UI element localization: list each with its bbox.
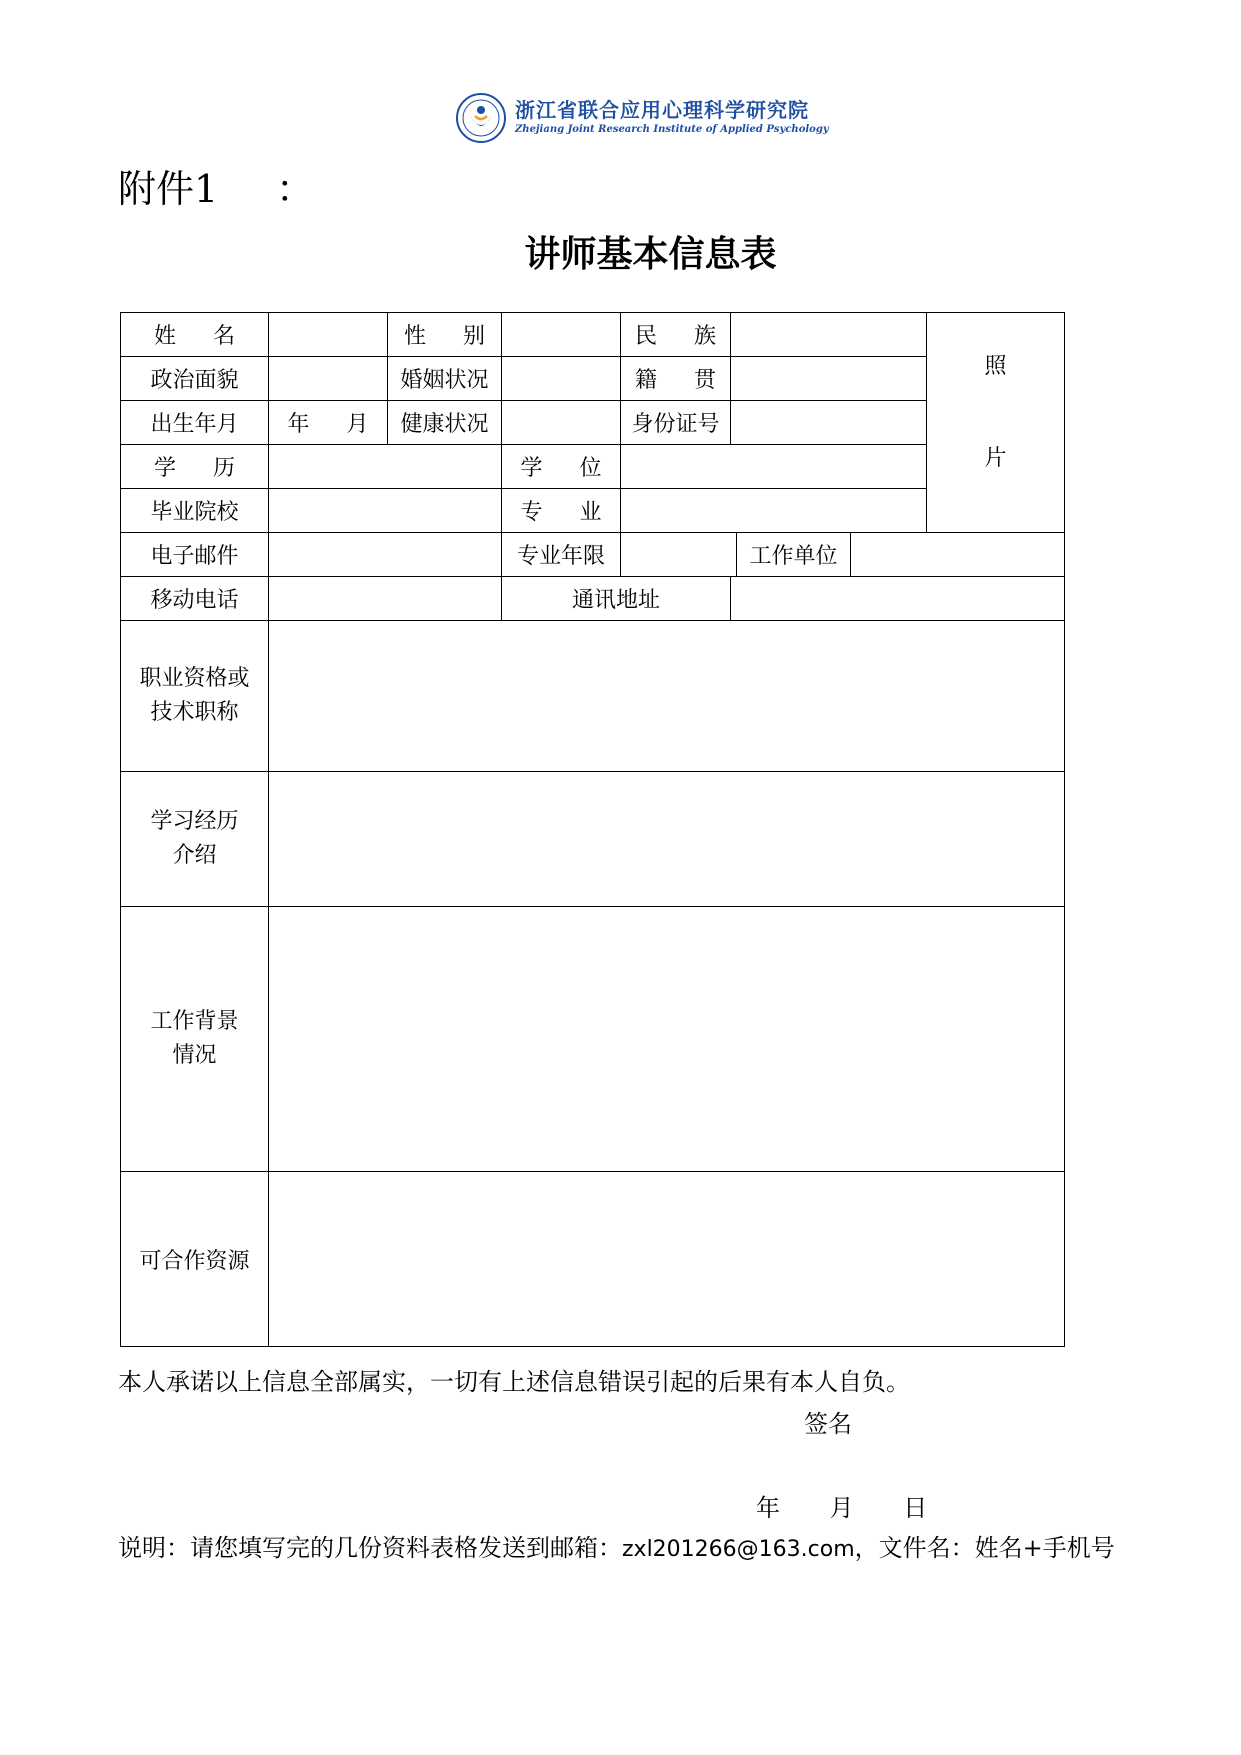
label-education: 学 历: [121, 445, 269, 489]
email-input[interactable]: [269, 533, 502, 577]
photo-label-top: 照: [984, 353, 1007, 379]
name-input[interactable]: [269, 313, 388, 357]
label-ethnicity: 民 族: [621, 313, 731, 357]
attachment-number: 附件1: [118, 167, 219, 211]
label-id-number: 身份证号: [621, 401, 731, 445]
photo-label-bottom: 片: [984, 445, 1007, 471]
marital-status-input[interactable]: [502, 357, 621, 401]
attachment-label: [118, 158, 315, 213]
label-email: 电子邮件: [121, 533, 269, 577]
label-qualification-line1: 职业资格或: [139, 666, 250, 691]
label-health: 健康状况: [388, 401, 502, 445]
employer-input[interactable]: [851, 533, 1065, 577]
gender-input[interactable]: [502, 313, 621, 357]
id-number-input[interactable]: [731, 401, 927, 445]
label-marital-status: 婚姻状况: [388, 357, 502, 401]
label-work-background-line1: 工作背景: [150, 1009, 239, 1034]
label-work-background: [121, 907, 269, 1172]
native-place-input[interactable]: [731, 357, 927, 401]
resources-input[interactable]: [269, 1172, 1065, 1347]
address-input[interactable]: [731, 577, 1065, 621]
label-address: 通讯地址: [502, 577, 731, 621]
label-years-in-field: 专业年限: [502, 533, 621, 577]
label-study-history: [121, 772, 269, 907]
major-input[interactable]: [621, 489, 927, 533]
institute-logo: [455, 88, 829, 148]
submission-note: [118, 1528, 1115, 1563]
instructor-info-table: [120, 312, 1065, 1347]
ethnicity-input[interactable]: [731, 313, 927, 357]
degree-input[interactable]: [621, 445, 927, 489]
attachment-colon: ：: [276, 167, 315, 211]
label-work-background-line2: 情况: [172, 1043, 217, 1068]
note-email: zxl201266@163.com: [622, 1537, 855, 1562]
label-degree: 学 位: [502, 445, 621, 489]
label-major: 专 业: [502, 489, 621, 533]
note-suffix: ，文件名：姓名+手机号: [854, 1534, 1115, 1562]
institute-emblem-icon: [455, 92, 507, 144]
institute-name-cn: 浙江省联合应用心理科学研究院: [515, 98, 809, 122]
signature-label: 签名: [804, 1410, 852, 1438]
label-employer: 工作单位: [737, 533, 851, 577]
label-birth-date: 出生年月: [121, 401, 269, 445]
birth-date-input[interactable]: 年 月: [269, 401, 388, 445]
label-name: 姓 名: [121, 313, 269, 357]
study-history-input[interactable]: [269, 772, 1065, 907]
label-qualification-line2: 技术职称: [150, 700, 239, 725]
label-qualification: [121, 621, 269, 772]
pledge-statement: 本人承诺以上信息全部属实，一切有上述信息错误引起的后果有本人自负。: [118, 1368, 910, 1396]
political-status-input[interactable]: [269, 357, 388, 401]
mobile-input[interactable]: [269, 577, 502, 621]
note-prefix: 说明：请您填写完的几份资料表格发送到邮箱：: [118, 1534, 622, 1562]
photo-box[interactable]: [927, 313, 1065, 533]
label-school: 毕业院校: [121, 489, 269, 533]
work-background-input[interactable]: [269, 907, 1065, 1172]
label-mobile: 移动电话: [121, 577, 269, 621]
qualification-input[interactable]: [269, 621, 1065, 772]
date-line: 年 月 日: [756, 1494, 928, 1522]
years-in-field-input[interactable]: [621, 533, 737, 577]
education-input[interactable]: [269, 445, 502, 489]
label-study-history-line1: 学习经历: [150, 809, 239, 834]
school-input[interactable]: [269, 489, 502, 533]
label-political-status: 政治面貌: [121, 357, 269, 401]
label-native-place: 籍 贯: [621, 357, 731, 401]
label-study-history-line2: 介绍: [172, 843, 217, 868]
label-gender: 性 别: [388, 313, 502, 357]
health-input[interactable]: [502, 401, 621, 445]
institute-name-en: Zhejiang Joint Research Institute of Applied Psychology: [515, 124, 829, 135]
label-resources: 可合作资源: [121, 1172, 269, 1347]
form-title: 讲师基本信息表: [524, 233, 777, 275]
